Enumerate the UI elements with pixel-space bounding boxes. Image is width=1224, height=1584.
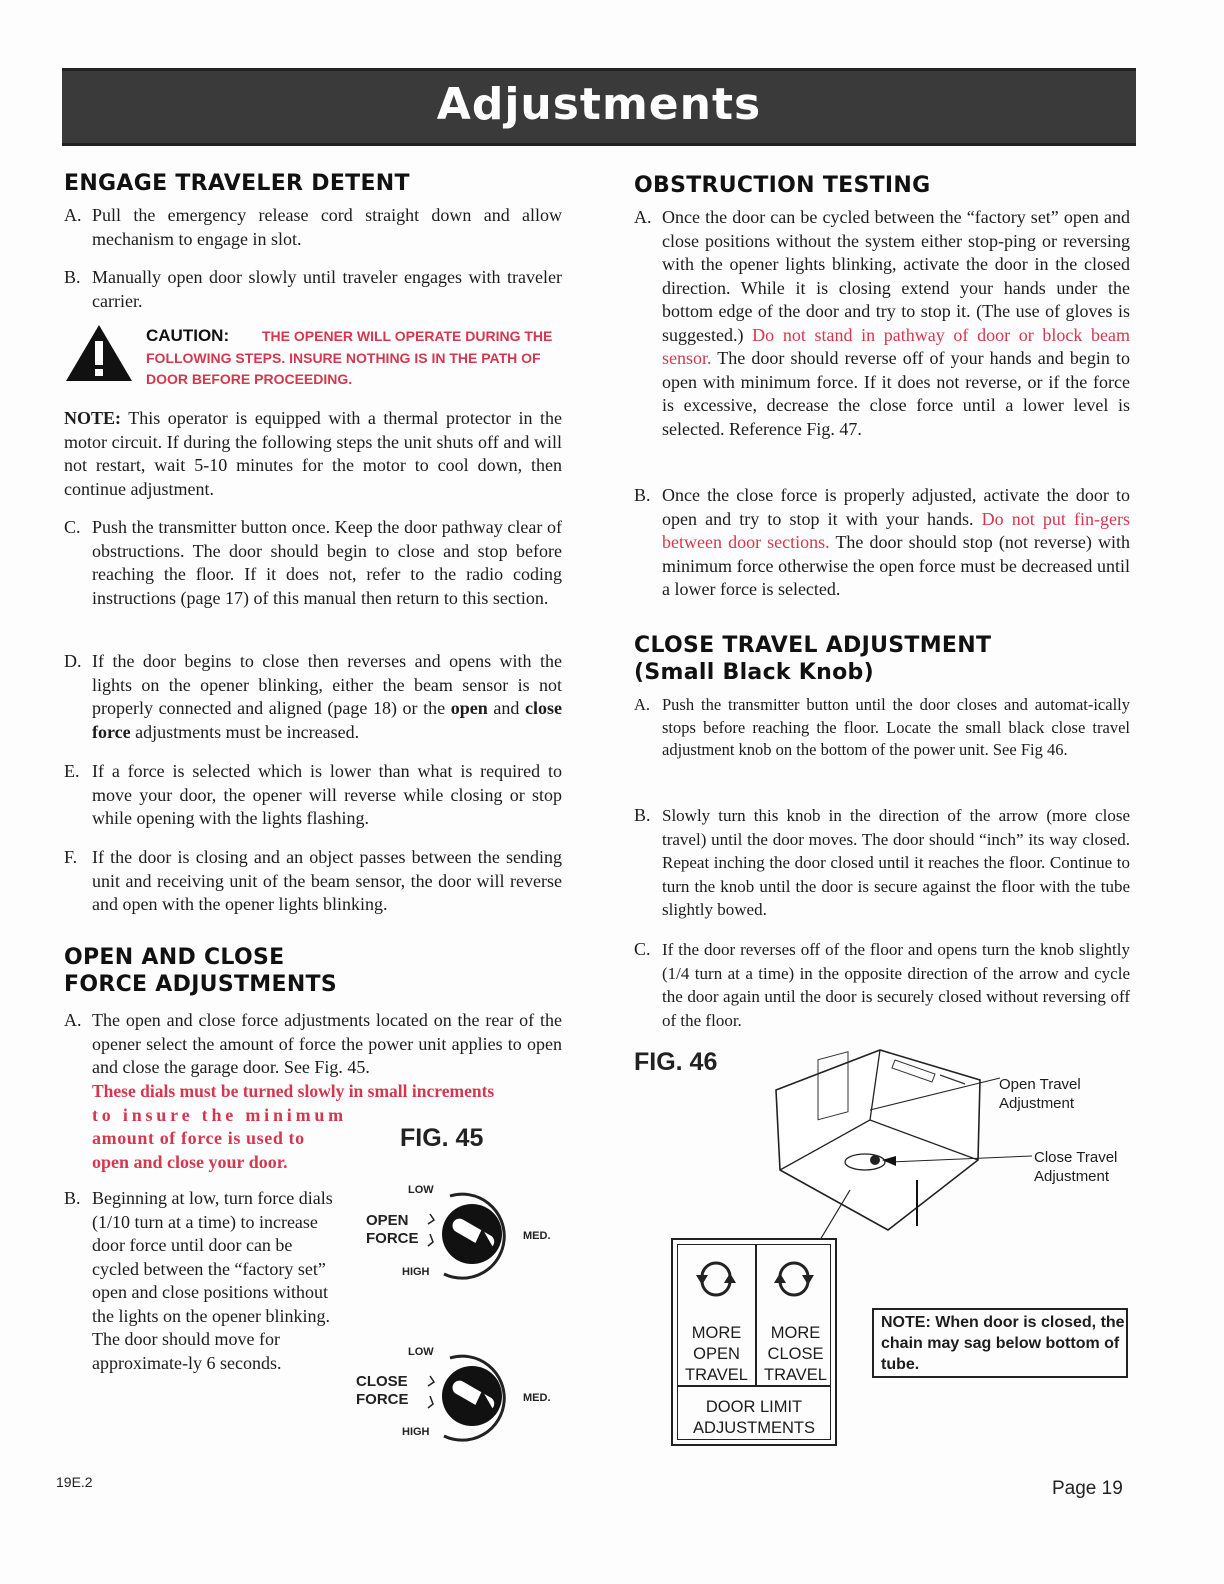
heading-force-adjustments: OPEN AND CLOSE FORCE ADJUSTMENTS [64, 945, 337, 997]
document-code: 19E.2 [56, 1474, 93, 1490]
force-step-b: Beginning at low, turn force dials (1/10 turn at a time) to increase door force until door can be cycled between the “factory set” open and close positions without the lights on the opener blinking. The door should move for approximate-ly 6 seconds. [92, 1188, 333, 1373]
obstruction-step-a: Once the door can be cycled between the “factory set” open and close positions without the system either stop-ping or reversing with the opener lights blinking, activate the door in the closed direction. While it is closing extend your hands under the bottom edge of the door and try to stop it. (The use of gloves is suggested.) Do not stand in pathway of door or block beam sensor. The door should reverse off of your hands and begin to open with minimum force. If it does not reverse, or if the force is excessive, decrease the close force until a lower level is selected. Reference Fig. 47. [662, 207, 1131, 439]
item-label: A. [634, 695, 651, 714]
item-label: C. [64, 517, 81, 537]
item-label: C. [634, 939, 651, 959]
fig46-label: FIG. 46 [634, 1048, 718, 1076]
thermal-note [64, 407, 562, 501]
item-label: B. [634, 485, 651, 505]
title-banner [62, 68, 1136, 146]
close-travel-step-a: Push the transmitter button until the door closes and automat-ically stops before reaching the floor. Locate the small black close travel adjustment knob on the bottom of the power unit. See Fig 46. [662, 695, 1130, 759]
open-travel-callout: Open Travel Adjustment [999, 1076, 1081, 1112]
engage-step-d: If the door begins to close then reverses and opens with the lights on the opener blinking, either the beam sensor is not properly connected and aligned (page 18) or the open and close force adjustments must be increased. [92, 651, 563, 742]
item-label: A. [64, 1010, 82, 1030]
note-text: This operator is equipped with a thermal protector in the motor circuit. If during the following steps the unit shuts off and will not restart, wait 5-10 minutes for the motor to cool down, then continue adjustment. [64, 408, 562, 499]
engage-step-e: If a force is selected which is lower than what is required to move your door, the opener will reverse while closing or stop while opening with the lights flashing. [92, 761, 562, 828]
item-label: B. [64, 1188, 81, 1208]
obstruction-step-b: Once the close force is properly adjusted, activate the door to open and try to stop it with your hands. Do not put fin-gers between door sections. The door should stop (not reverse) with minimum force otherwise the open force must be decreased until a lower force is selected. [662, 485, 1131, 599]
page-title: Adjustments [436, 79, 762, 130]
page-number: Page 19 [1052, 1478, 1123, 1499]
dial-knob-icon [420, 1186, 520, 1282]
counterclockwise-arrows-icon [694, 1253, 738, 1305]
engage-step-c: Push the transmitter button once. Keep the door pathway clear of obstructions. The door should begin to close and stop before reaching the floor. If it does not, refer to the radio coding instructions (page 17) of this manual then return to this section. [92, 517, 562, 608]
engage-step-b: Manually open door slowly until traveler engages with traveler carrier. [92, 267, 562, 311]
dial-low-label: LOW [408, 1346, 434, 1358]
heading-obstruction-testing: OBSTRUCTION TESTING [634, 173, 931, 198]
door-limit-panel [671, 1238, 837, 1446]
dial-med-label: MED. [523, 1230, 551, 1242]
more-close-travel-label: MORE CLOSE TRAVEL [764, 1324, 827, 1384]
close-travel-callout: Close Travel Adjustment [1034, 1149, 1118, 1185]
heading-close-travel-adjustment: CLOSE TRAVEL ADJUSTMENT (Small Black Knob) [634, 633, 992, 685]
dial-name: CLOSE FORCE [356, 1373, 409, 1408]
item-label: F. [64, 847, 78, 867]
dial-med-label: MED. [523, 1392, 551, 1404]
warning-icon [64, 323, 134, 383]
force-step-a: The open and close force adjustments located on the rear of the opener select the amount of force the power unit applies to open and close the garage door. See Fig. 45. [92, 1010, 562, 1077]
door-limit-adjustments-label: DOOR LIMIT ADJUSTMENTS [693, 1398, 815, 1437]
chain-sag-note: NOTE: When door is closed, the chain may sag below bottom of tube. [872, 1308, 1128, 1378]
engage-step-a: Pull the emergency release cord straight down and allow mechanism to engage in slot. [92, 205, 562, 249]
clockwise-arrows-icon [772, 1253, 816, 1305]
force-warning: These dials must be turned slowly in small increments to insure the minimum amount of force is used to open and close your door. [92, 1081, 495, 1172]
close-travel-step-b: Slowly turn this knob in the direction of the arrow (more close travel) until the door moves. The door should “inch” its way closed. Repeat inching the door closed until it reaches the floor. Continue to turn the knob until the door is secure against the floor with the tube slightly bowed. [662, 806, 1130, 919]
dial-low-label: LOW [408, 1184, 434, 1196]
item-label: A. [634, 207, 652, 227]
item-label: E. [64, 761, 80, 781]
dial-high-label: HIGH [402, 1426, 430, 1438]
dial-high-label: HIGH [402, 1266, 430, 1278]
item-label: B. [64, 267, 81, 287]
fig45-label: FIG. 45 [400, 1124, 484, 1152]
caution-message: THE OPENER WILL OPERATE DURING THE FOLLOWING STEPS. INSURE NOTHING IS IN THE PATH OF DOOR BEFORE PROCEEDING. [146, 328, 553, 387]
item-label: A. [64, 205, 82, 225]
dial-name: OPEN FORCE [366, 1212, 419, 1247]
caution-label: CAUTION: [146, 326, 230, 345]
note-label: NOTE: [64, 408, 122, 428]
heading-engage-traveler-detent: ENGAGE TRAVELER DETENT [64, 171, 410, 196]
engage-step-f: If the door is closing and an object passes between the sending unit and receiving unit of the beam sensor, the door will reverse and open with the opener lights blinking. [92, 847, 562, 914]
close-travel-step-c: If the door reverses off of the floor and opens turn the knob slightly (1/4 turn at a time) in the opposite direction of the arrow and cycle the door again until the door is securely closed without reversing off of the floor. [662, 940, 1130, 1030]
more-open-travel-label: MORE OPEN TRAVEL [685, 1324, 748, 1384]
item-label: B. [634, 805, 651, 825]
dial-knob-icon [420, 1348, 520, 1444]
item-label: D. [64, 651, 82, 671]
